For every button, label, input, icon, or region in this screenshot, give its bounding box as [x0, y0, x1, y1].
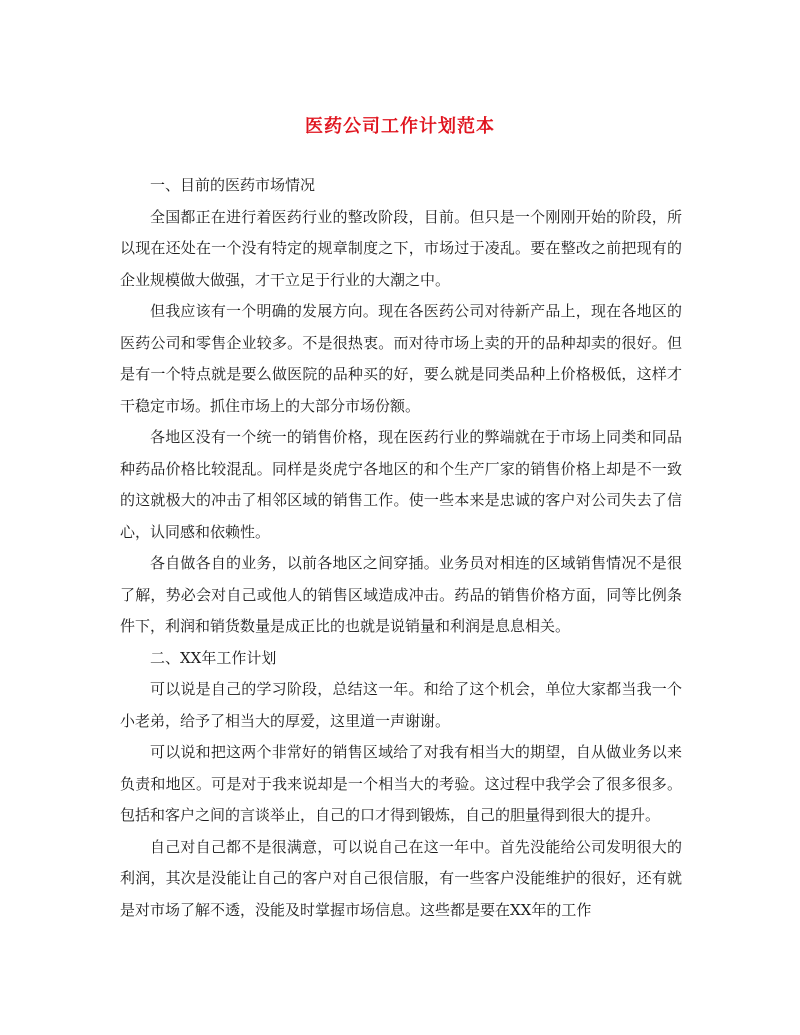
document-title: 医药公司工作计划范本 — [305, 116, 495, 137]
section-heading: 二、XX年工作计划 — [150, 648, 277, 667]
paragraph: 可以说是自己的学习阶段，总结这一年。和给了这个机会，单位大家都当我一个小老弟，给予了相当大的厚爱，这里道一声谢谢。 — [120, 680, 682, 730]
paragraph: 但我应该有一个明确的发展方向。现在各医药公司对待新产品上，现在各地区的医药公司和零售企业较多。不是很热衷。而对待市场上卖的开的品种却卖的很好。但是有一个特点就是要么做医院的品种买的好，要么就是同类品种上价格极低，这样才干稳定市场。抓住市场上的大部分市场份额。 — [120, 302, 682, 415]
document-body — [120, 170, 682, 926]
paragraph: 可以说和把这两个非常好的销售区域给了对我有相当大的期望，自从做业务以来负责和地区。可是对于我来说却是一个相当大的考验。这过程中我学会了很多很多。包括和客户之间的言谈举止，自己的口才得到锻炼，自己的胆量得到很大的提升。 — [120, 743, 682, 824]
paragraph: 各自做各自的业务，以前各地区之间穿插。业务员对相连的区域销售情况不是很了解，势必会对自己或他人的销售区域造成冲击。药品的销售价格方面，同等比例条件下，利润和销货数量是成正比的也就是说销量和利润是息息相关。 — [120, 554, 682, 635]
paragraph: 自己对自己都不是很满意，可以说自己在这一年中。首先没能给公司发明很大的利润，其次是没能让自己的客户对自己很信服，有一些客户没能维护的很好，还有就是对市场了解不透，没能及时掌握市场信息。这些都是要在XX年的工作 — [120, 837, 682, 919]
paragraph: 全国都正在进行着医药行业的整改阶段，目前。但只是一个刚刚开始的阶段，所以现在还处在一个没有特定的规章制度之下，市场过于凌乱。要在整改之前把现有的企业规模做大做强，才干立足于行业的大潮之中。 — [120, 207, 682, 289]
section-heading: 一、目前的医药市场情况 — [150, 176, 316, 194]
paragraph: 各地区没有一个统一的销售价格，现在医药行业的弊端就在于市场上同类和同品种药品价格比较混乱。同样是炎虎宁各地区的和个生产厂家的销售价格上却是不一致的这就极大的冲击了相邻区域的销售工作。使一些本来是忠诚的客户对公司失去了信心，认同感和依赖性。 — [120, 428, 682, 541]
